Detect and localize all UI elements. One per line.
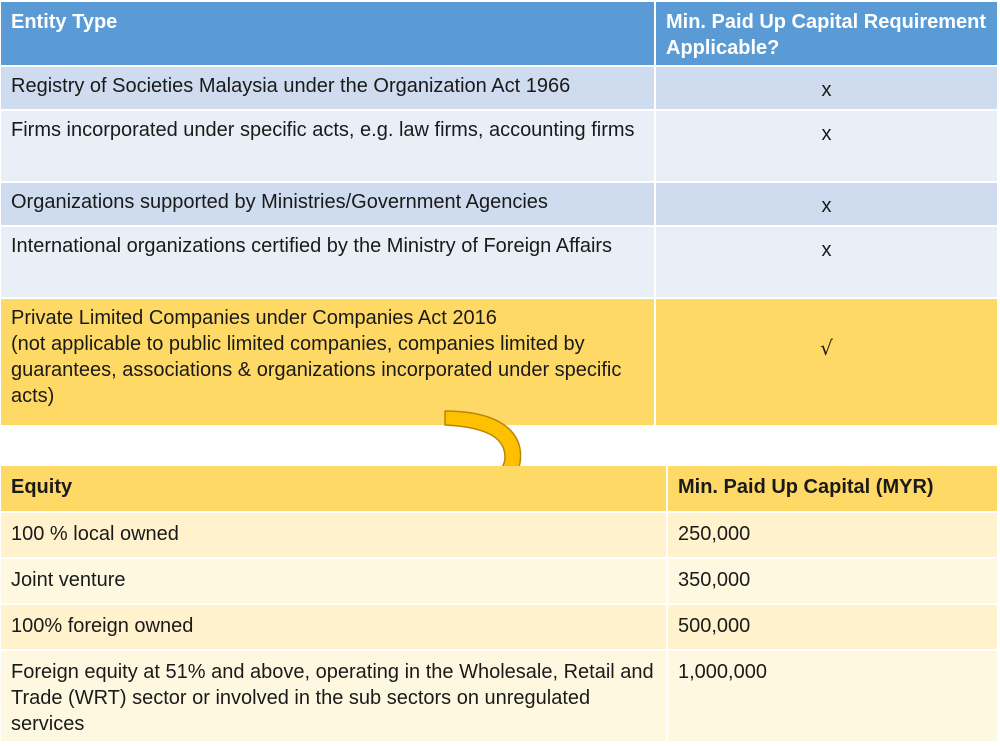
entity-cell	[1, 298, 655, 426]
capital-cell: 250,000	[667, 512, 997, 558]
table-row	[1, 110, 997, 182]
capital-requirement-header: Min. Paid Up Capital Requirement Applicable?	[655, 2, 997, 66]
applicable-cell: x	[655, 66, 997, 110]
entity-name: Private Limited Companies under Companies Act 2016	[11, 307, 497, 329]
table-row	[1, 650, 997, 742]
entity-table-header-row	[1, 2, 997, 66]
equity-table-header-row	[1, 466, 997, 512]
entity-type-header: Entity Type	[1, 2, 655, 66]
equity-cell: 100 % local owned	[1, 512, 667, 558]
equity-cell: Joint venture	[1, 558, 667, 604]
entity-cell: Registry of Societies Malaysia under the Organization Act 1966	[1, 66, 655, 110]
entity-cell: Organizations supported by Ministries/Government Agencies	[1, 182, 655, 226]
applicable-cell: x	[655, 182, 997, 226]
entity-cell: Firms incorporated under specific acts, e.g. law firms, accounting firms	[1, 110, 655, 182]
table-row	[1, 558, 997, 604]
table-row	[1, 182, 997, 226]
capital-cell: 1,000,000	[667, 650, 997, 742]
table-row	[1, 604, 997, 650]
entity-note: (not applicable to public limited companies, companies limited by guarantees, associations & organizations incorporated under specific acts)	[11, 333, 622, 407]
table-row	[1, 512, 997, 558]
applicable-cell: x	[655, 226, 997, 298]
table-row	[1, 226, 997, 298]
applicable-cell: x	[655, 110, 997, 182]
equity-capital-table	[1, 466, 997, 743]
checkmark-icon: √	[820, 336, 833, 360]
min-capital-header: Min. Paid Up Capital (MYR)	[667, 466, 997, 512]
capital-cell: 500,000	[667, 604, 997, 650]
entity-cell: International organizations certified by the Ministry of Foreign Affairs	[1, 226, 655, 298]
entity-type-table	[1, 2, 997, 427]
equity-cell: Foreign equity at 51% and above, operating in the Wholesale, Retail and Trade (WRT) sector or involved in the sub sectors on unregulated services	[1, 650, 667, 742]
applicable-cell	[655, 298, 997, 426]
capital-cell: 350,000	[667, 558, 997, 604]
equity-cell: 100% foreign owned	[1, 604, 667, 650]
table-row	[1, 66, 997, 110]
equity-header: Equity	[1, 466, 667, 512]
